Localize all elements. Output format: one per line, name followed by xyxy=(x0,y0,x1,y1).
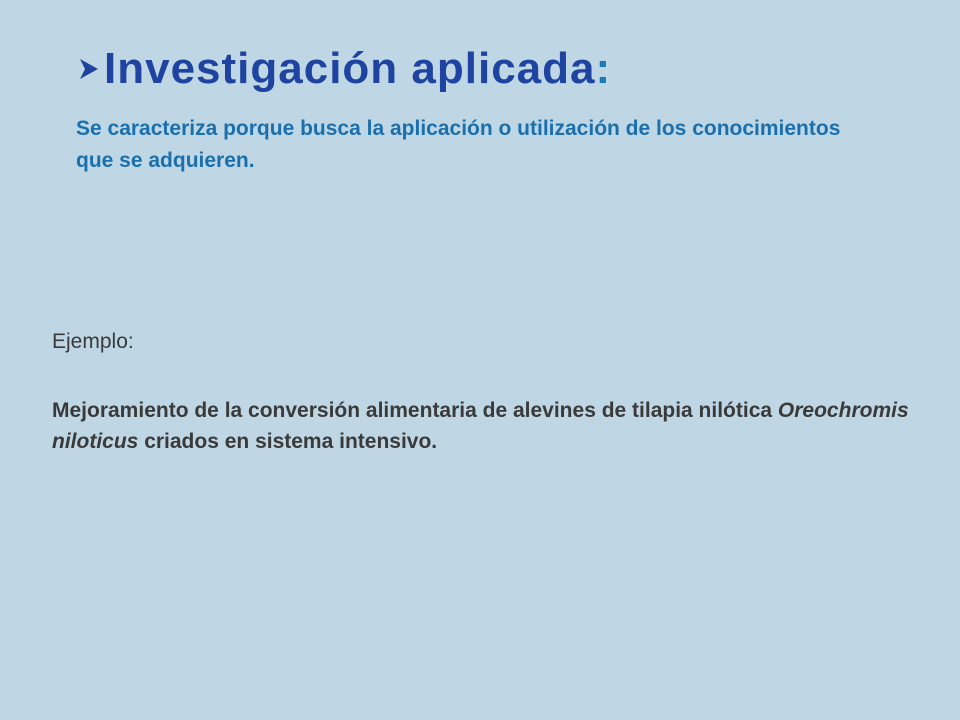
slide-title: Investigación aplicada xyxy=(104,44,596,93)
arrow-bullet-icon xyxy=(78,55,102,83)
title-colon: : xyxy=(595,44,611,93)
definition-text: Se caracteriza porque busca la aplicación o utilización de los conocimientos que se adquieren. xyxy=(76,117,841,172)
example-text-part-2: criados en sistema intensivo. xyxy=(144,430,438,453)
example-text-part-1: Mejoramiento de la conversión alimentaria de alevines de tilapia nilótica xyxy=(52,399,773,422)
example-label: Ejemplo: xyxy=(52,330,134,353)
species-name: Oreochromis niloticus xyxy=(52,399,909,453)
example-text xyxy=(52,395,912,457)
title-row xyxy=(78,44,610,94)
